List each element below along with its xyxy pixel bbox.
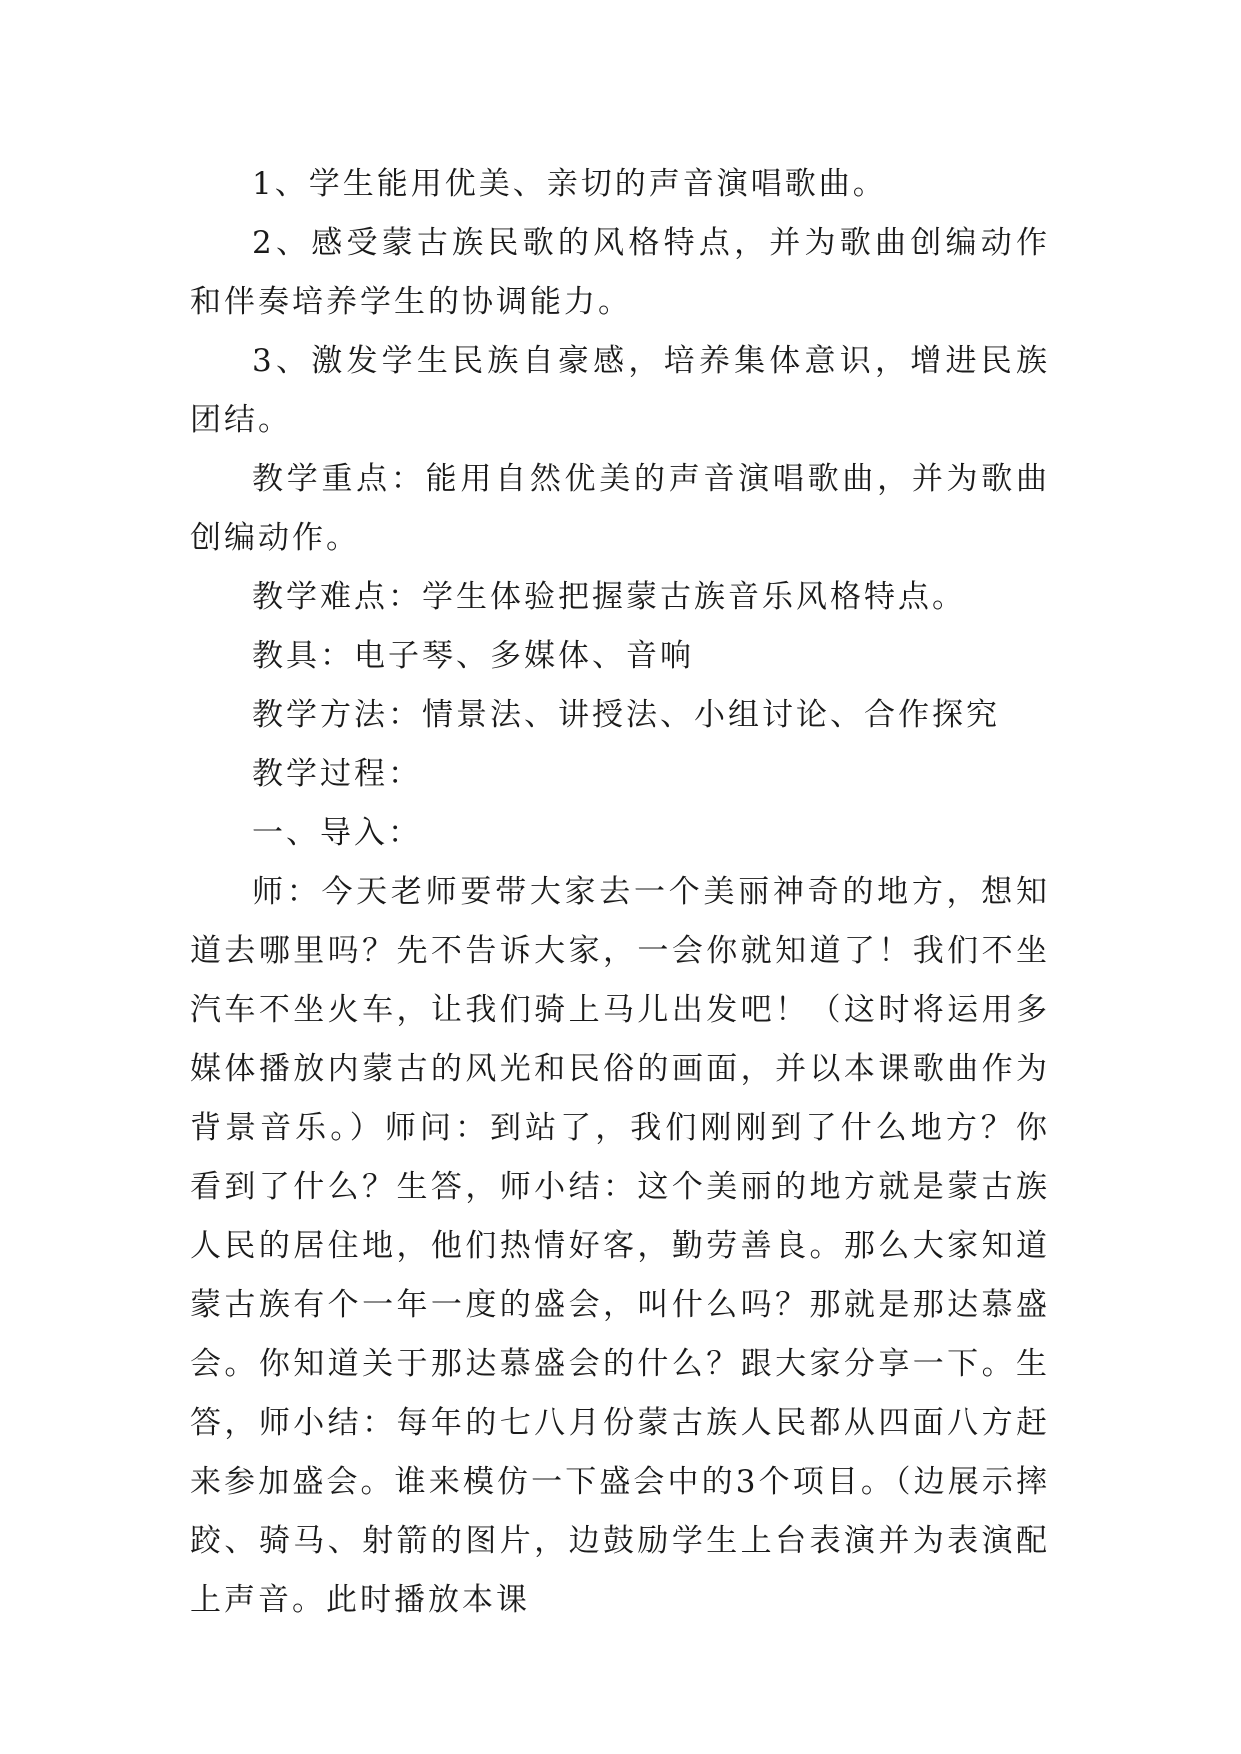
objective-2-paragraph: 2、感受蒙古族民歌的风格特点，并为歌曲创编动作和伴奏培养学生的协调能力。 xyxy=(190,225,1050,320)
teaching-aids-paragraph: 教具：电子琴、多媒体、音响 xyxy=(252,638,694,674)
document-body xyxy=(190,155,1050,1630)
introduction-heading: 一、导入： xyxy=(252,815,422,851)
teaching-difficulty-paragraph: 教学难点：学生体验把握蒙古族音乐风格特点。 xyxy=(252,579,966,615)
introduction-body-paragraph: 师：今天老师要带大家去一个美丽神奇的地方，想知道去哪里吗？先不告诉大家，一会你就知道了！我们不坐汽车不坐火车，让我们骑上马儿出发吧！（这时将运用多媒体播放内蒙古的风光和民俗的画面，并以本课歌曲作为背景音乐。）师问：到站了，我们刚刚到了什么地方？你看到了什么？生答，师小结：这个美丽的地方就是蒙古族人民的居住地，他们热情好客，勤劳善良。那么大家知道蒙古族有个一年一度的盛会，叫什么吗？那就是那达慕盛会。你知道关于那达慕盛会的什么？跟大家分享一下。生答，师小结：每年的七八月份蒙古族人民都从四面八方赶来参加盛会。谁来模仿一下盛会中的3个项目。（边展示摔跤、骑马、射箭的图片，边鼓励学生上台表演并为表演配上声音。此时播放本课 xyxy=(190,874,1050,1618)
objective-1-paragraph: 1、学生能用优美、亲切的声音演唱歌曲。 xyxy=(252,166,887,202)
objective-3-paragraph: 3、激发学生民族自豪感，培养集体意识，增进民族团结。 xyxy=(190,343,1050,438)
teaching-process-heading: 教学过程： xyxy=(252,756,422,792)
teaching-methods-paragraph: 教学方法：情景法、讲授法、小组讨论、合作探究 xyxy=(252,697,1000,733)
teaching-focus-paragraph: 教学重点：能用自然优美的声音演唱歌曲，并为歌曲创编动作。 xyxy=(190,461,1050,556)
